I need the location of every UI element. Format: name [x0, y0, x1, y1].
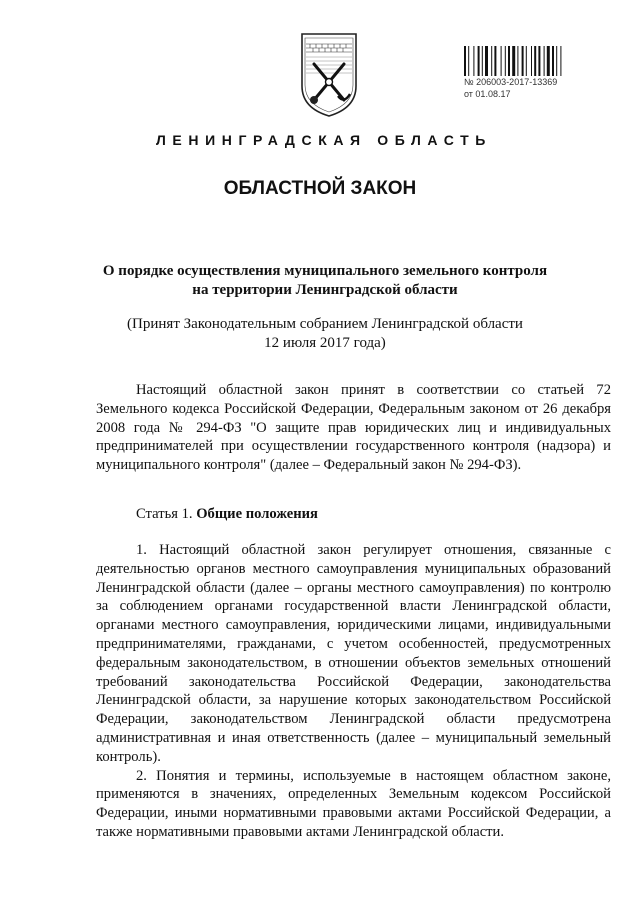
article-paragraph: 1. Настоящий областной закон регулирует отношения, связанные с деятельностью органов местного самоуправления муниципальных образований Ленинградской области (далее – органы местного самоуправления) по контролю за соблюдением органами государственной власти Ленинградской области, органами местного самоуправления, юридическими лицами, индивидуальными предпринимателями, гражданами, с учетом особенностей, предусмотренных федеральным законодательством, в отношении объектов земельных отношений требований законодательства Российской Федерации, законодательства Ленинградской области, за нарушение которых законодательством Российской Федерации, законодательством Ленинградской области предусмотрена административная и иная ответственность (далее – муниципальный земельный контроль). — [96, 542, 611, 765]
article-paragraph: 2. Понятия и термины, используемые в настоящем областном законе, применяются в значениях, определенных Земельным кодексом Российской Федерации, иными нормативными правовыми актами Российской Федерации, а также нормативными правовыми актами Ленинградской области. — [96, 767, 611, 840]
registration-block — [464, 46, 584, 100]
law-title — [90, 262, 560, 300]
adoption-note-line: 12 июля 2017 года) — [264, 335, 386, 351]
barcode-icon — [464, 46, 582, 76]
coat-of-arms-icon — [298, 30, 360, 118]
adoption-note — [90, 315, 560, 353]
registration-number: № 206003-2017-13369 — [464, 77, 558, 87]
law-title-line: на территории Ленинградской области — [192, 282, 458, 298]
law-title-line: О порядке осуществления муниципального земельного контроля — [102, 263, 548, 279]
article-heading — [136, 505, 318, 524]
article-body — [96, 541, 611, 842]
registration-date: от 01.08.17 — [464, 89, 511, 99]
preamble — [96, 381, 611, 475]
article-title: Общие положения — [196, 506, 318, 522]
adoption-note-line: (Принят Законодательным собранием Ленинградской области — [127, 316, 523, 332]
preamble-paragraph: Настоящий областной закон принят в соответствии со статьей 72 Земельного кодекса Российской Федерации, Федеральным законом от 26 декабря 2008 года № 294-ФЗ "О защите прав юридических лиц и индивидуальных предпринимателей при осуществлении государственного контроля (надзора) и муниципального контроля" (далее – Федеральный закон № 294-ФЗ). — [96, 382, 611, 474]
law-type-heading: ОБЛАСТНОЙ ЗАКОН — [223, 178, 417, 199]
region-heading: ЛЕНИНГРАДСКАЯ ОБЛАСТЬ — [156, 132, 492, 148]
article-label: Статья 1. — [136, 506, 193, 522]
